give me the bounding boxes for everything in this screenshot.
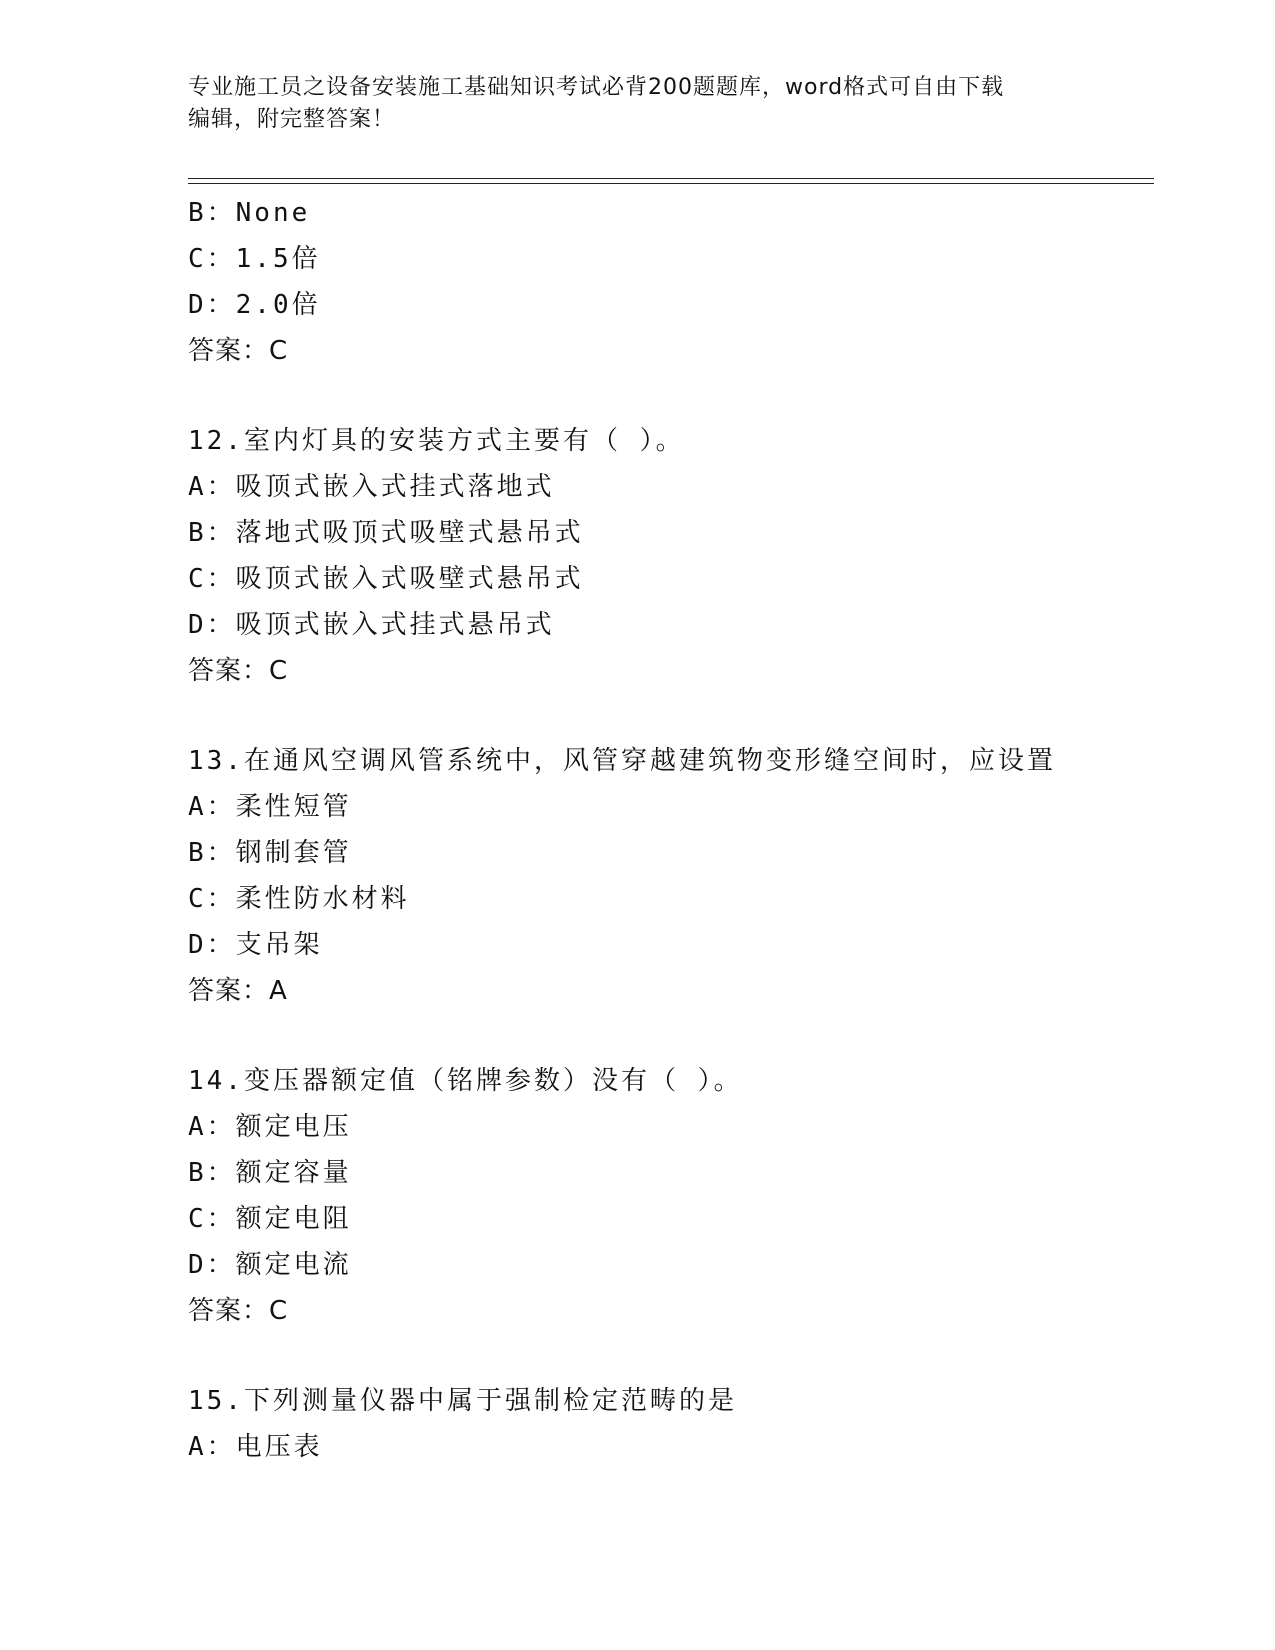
option-b: B：钢制套管 — [188, 838, 352, 868]
question-11-continuation — [188, 190, 1148, 374]
header-divider-bottom — [188, 183, 1154, 184]
question-15 — [188, 1378, 1148, 1470]
question-13 — [188, 738, 1148, 1014]
question-14 — [188, 1058, 1148, 1334]
option-c: C：额定电阻 — [188, 1204, 352, 1234]
question-stem: 15.下列测量仪器中属于强制检定范畴的是 — [188, 1386, 737, 1416]
option-d: D：额定电流 — [188, 1250, 352, 1280]
option-d: D：吸顶式嵌入式挂式悬吊式 — [188, 610, 555, 640]
option-c: C：吸顶式嵌入式吸壁式悬吊式 — [188, 564, 584, 594]
document-header — [188, 72, 1088, 136]
option-c: C：柔性防水材料 — [188, 884, 410, 914]
option-d: D：支吊架 — [188, 930, 323, 960]
question-stem: 14.变压器额定值（铭牌参数）没有（ ）。 — [188, 1066, 743, 1096]
option-a: A：额定电压 — [188, 1112, 352, 1142]
header-line-1: 专业施工员之设备安装施工基础知识考试必背200题题库，word格式可自由下载 — [188, 75, 1005, 100]
option-a: A：柔性短管 — [188, 792, 352, 822]
option-c: C：1.5倍 — [188, 244, 321, 274]
option-a: A：吸顶式嵌入式挂式落地式 — [188, 472, 555, 502]
option-b: B：落地式吸顶式吸壁式悬吊式 — [188, 518, 584, 548]
option-b: B：额定容量 — [188, 1158, 352, 1188]
header-divider-top — [188, 178, 1154, 179]
header-line-2: 编辑，附完整答案！ — [188, 107, 396, 132]
answer: 答案：A — [188, 976, 288, 1006]
answer: 答案：C — [188, 656, 289, 686]
question-stem: 12.室内灯具的安装方式主要有（ ）。 — [188, 426, 685, 456]
option-b: B：None — [188, 198, 311, 228]
answer: 答案：C — [188, 1296, 289, 1326]
question-stem: 13.在通风空调风管系统中，风管穿越建筑物变形缝空间时，应设置 — [188, 746, 1056, 776]
answer: 答案：C — [188, 336, 289, 366]
document-content — [188, 190, 1148, 1470]
option-d: D：2.0倍 — [188, 290, 321, 320]
option-a: A：电压表 — [188, 1432, 323, 1462]
question-12 — [188, 418, 1148, 694]
